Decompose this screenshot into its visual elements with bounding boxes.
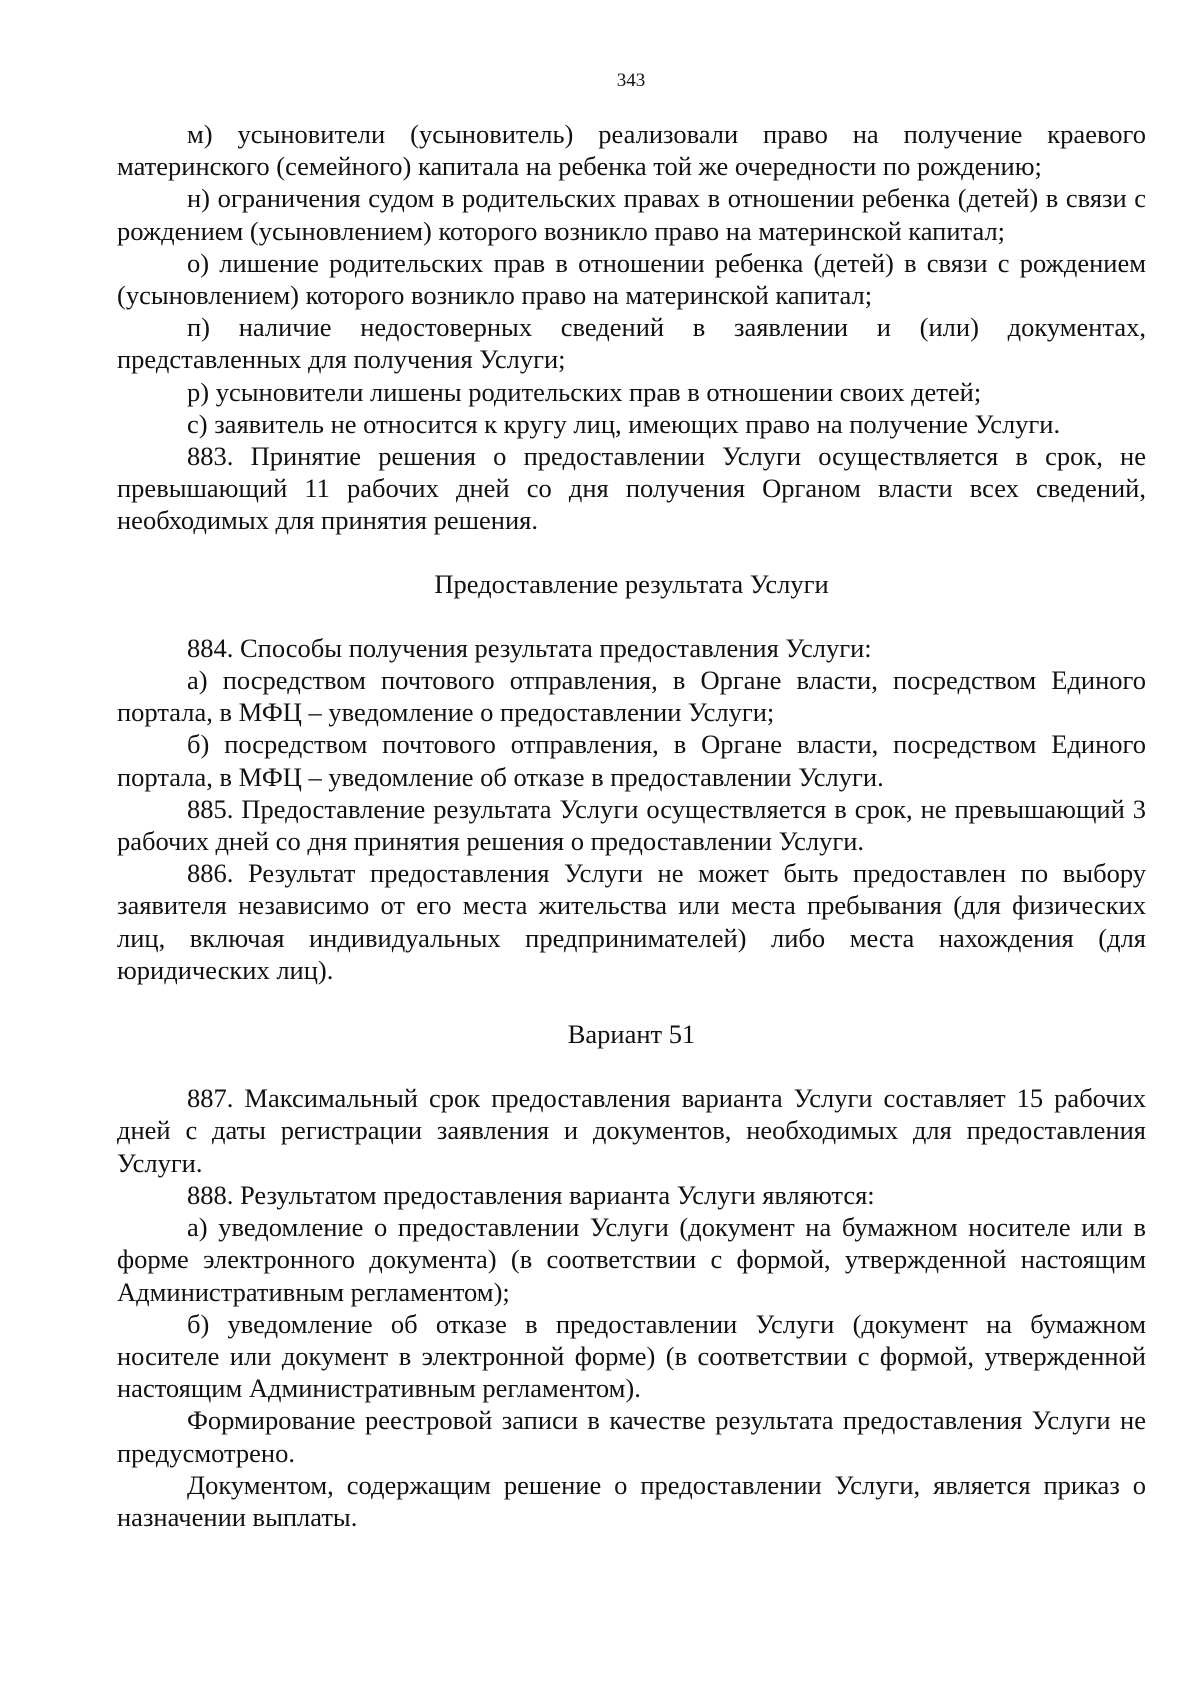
paragraph-decision-document: Документом, содержащим решение о предоставлении Услуги, является приказ о назначении выплаты. xyxy=(117,1469,1146,1532)
spacer xyxy=(117,600,1146,632)
paragraph-registry-note: Формирование реестровой записи в качестве результата предоставления Услуги не предусмотрено. xyxy=(117,1405,1146,1468)
paragraph-item-s: с) заявитель не относится к кругу лиц, имеющих право на получение Услуги. xyxy=(187,408,1061,439)
spacer xyxy=(117,986,1146,1018)
paragraph-888-b: б) уведомление об отказе в предоставлении Услуги (документ на бумажном носителе или документ в электронной форме) (в соответствии с формой, утвержденной настоящим Административным регламентом). xyxy=(117,1308,1146,1404)
section-heading-variant: Вариант 51 xyxy=(567,1019,696,1050)
paragraph-887: 887. Максимальный срок предоставления варианта Услуги составляет 15 рабочих дней с даты регистрации заявления и документов, необходимых для предоставления Услуги. xyxy=(117,1083,1146,1178)
spacer xyxy=(117,1050,1146,1082)
section-heading-result: Предоставление результата Услуги xyxy=(434,568,829,599)
paragraph-885: 885. Предоставление результата Услуги осуществляется в срок, не превышающий 3 рабочих дней со дня принятия решения о предоставлении Услуги. xyxy=(117,793,1146,857)
page-number: 343 xyxy=(616,70,646,91)
paragraph-888: 888. Результатом предоставления варианта Услуги являются: xyxy=(187,1179,875,1210)
paragraph-883: 883. Принятие решения о предоставлении Услуги осуществляется в срок, не превышающий 11 рабочих дней со дня получения Органом власти всех сведений, необходимых для принятия решения. xyxy=(117,441,1146,536)
paragraph-item-o: о) лишение родительских прав в отношении ребенка (детей) в связи с рождением (усыновлением) которого возникло право на материнской капитал; xyxy=(117,247,1146,311)
paragraph-884: 884. Способы получения результата предоставления Услуги: xyxy=(187,632,872,663)
document-body xyxy=(117,118,1146,1533)
paragraph-item-p: п) наличие недостоверных сведений в заявлении и (или) документах, представленных для получения Услуги; xyxy=(117,312,1146,375)
paragraph-item-r: р) усыновители лишены родительских прав в отношении своих детей; xyxy=(187,376,982,407)
paragraph-884-a: а) посредством почтового отправления, в Органе власти, посредством Единого портала, в МФЦ – уведомление о предоставлении Услуги; xyxy=(117,665,1146,728)
paragraph-item-n: н) ограничения судом в родительских правах в отношении ребенка (детей) в связи с рождением (усыновлением) которого возникло право на материнской капитал; xyxy=(117,183,1146,246)
paragraph-888-a: а) уведомление о предоставлении Услуги (документ на бумажном носителе или в форме электронного документа) (в соответствии с формой, утвержденной настоящим Административным регламентом); xyxy=(117,1212,1146,1307)
spacer xyxy=(117,537,1146,568)
paragraph-884-b: б) посредством почтового отправления, в Органе власти, посредством Единого портала, в МФЦ – уведомление об отказе в предоставлении Услуги. xyxy=(117,729,1146,792)
paragraph-item-m: м) усыновители (усыновитель) реализовали право на получение краевого материнского (семейного) капитала на ребенка той же очередности по рождению; xyxy=(117,119,1146,182)
paragraph-886: 886. Результат предоставления Услуги не может быть предоставлен по выбору заявителя независимо от его места жительства или места пребывания (для физических лиц, включая индивидуальных предпринимателей) либо места нахождения (для юридических лиц). xyxy=(117,858,1146,985)
